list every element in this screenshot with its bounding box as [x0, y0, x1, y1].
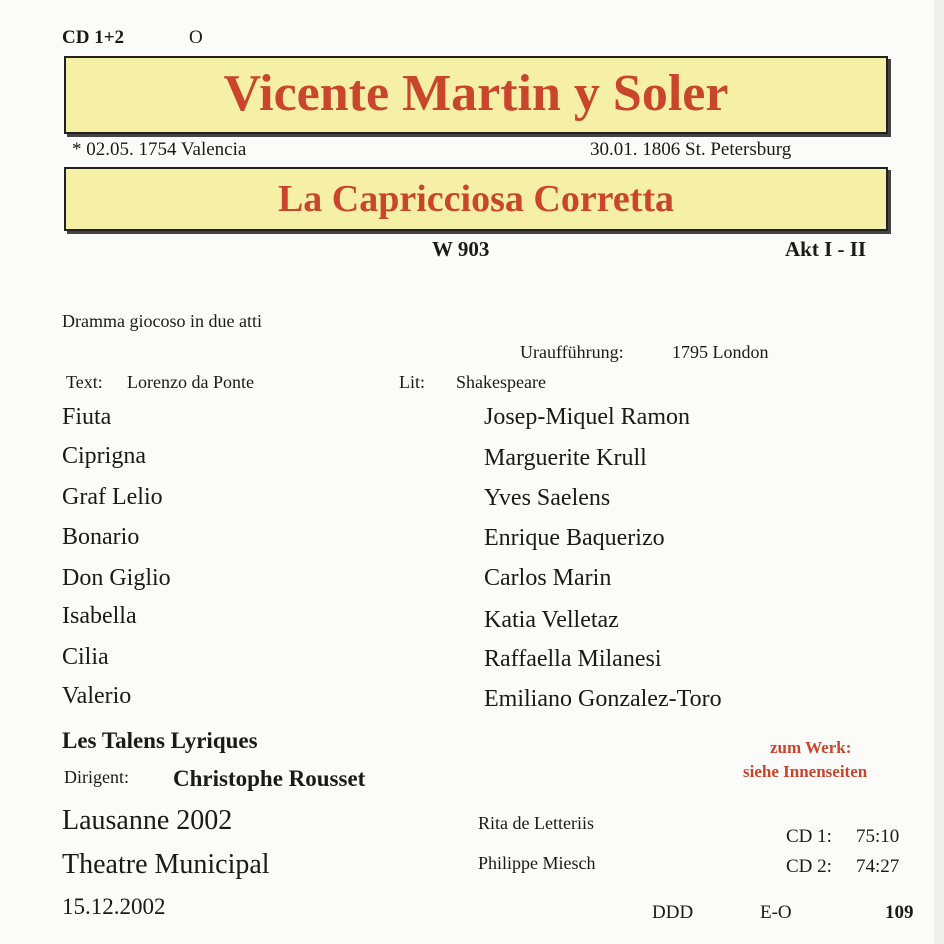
page-edge	[934, 0, 944, 944]
timing-label: CD 1:	[786, 826, 832, 847]
cast-singer: Katia Velletaz	[484, 607, 619, 633]
recording-venue: Theatre Municipal	[62, 849, 270, 880]
conductor-label: Dirigent:	[64, 767, 129, 787]
text-label: Text:	[66, 372, 103, 392]
recording-place: Lausanne 2002	[62, 805, 233, 836]
cast-role: Don Giglio	[62, 565, 171, 591]
premiere-label: Uraufführung:	[520, 342, 624, 362]
cast-singer: Yves Saelens	[484, 485, 611, 511]
recording-date: 15.12.2002	[62, 894, 166, 919]
cast-singer: Josep-Miquel Ramon	[484, 404, 690, 430]
work-acts: Akt I - II	[785, 237, 867, 261]
credit-name1: Rita de Letteriis	[478, 813, 594, 833]
composer-death: 30.01. 1806 St. Petersburg	[590, 139, 792, 160]
note-line2: siehe Innenseiten	[743, 762, 868, 781]
timing-value: 74:27	[856, 856, 900, 877]
header-mark: O	[189, 27, 203, 48]
cast-singer: Carlos Marin	[484, 565, 612, 591]
timing-label: CD 2:	[786, 856, 832, 877]
text-value: Lorenzo da Ponte	[127, 372, 254, 392]
cast-role: Cilia	[62, 644, 109, 670]
cast-role: Isabella	[62, 603, 137, 629]
composer-banner	[64, 56, 888, 134]
cast-role: Graf Lelio	[62, 484, 163, 510]
composer-name: Vicente Martin y Soler	[223, 65, 729, 122]
work-title: La Capricciosa Corretta	[277, 178, 675, 220]
cast-singer: Marguerite Krull	[484, 445, 647, 471]
work-banner	[64, 167, 888, 231]
composer-birth: * 02.05. 1754 Valencia	[72, 139, 247, 160]
cast-role: Bonario	[62, 524, 140, 550]
cast-role: Fiuta	[62, 404, 112, 430]
work-genre: Dramma giocoso in due atti	[62, 311, 262, 331]
lit-label: Lit:	[399, 372, 425, 392]
footer-code: E-O	[760, 902, 792, 923]
cast-role: Valerio	[62, 683, 132, 709]
lit-value: Shakespeare	[456, 372, 546, 392]
cast-singer: Raffaella Milanesi	[484, 646, 662, 672]
work-catalog: W 903	[432, 237, 490, 261]
premiere-value: 1795 London	[672, 342, 769, 362]
cast-singer: Enrique Baquerizo	[484, 525, 665, 551]
timing-value: 75:10	[856, 826, 900, 847]
conductor-name: Christophe Rousset	[173, 766, 366, 791]
credit-name2: Philippe Miesch	[478, 853, 596, 873]
cd-label: CD 1+2	[62, 27, 125, 48]
note-line1: zum Werk:	[770, 738, 852, 757]
footer-format: DDD	[652, 902, 694, 923]
cast-role: Ciprigna	[62, 443, 146, 469]
cast-singer: Emiliano Gonzalez-Toro	[484, 686, 722, 712]
footer-number: 109	[885, 902, 914, 923]
ensemble: Les Talens Lyriques	[62, 728, 258, 753]
